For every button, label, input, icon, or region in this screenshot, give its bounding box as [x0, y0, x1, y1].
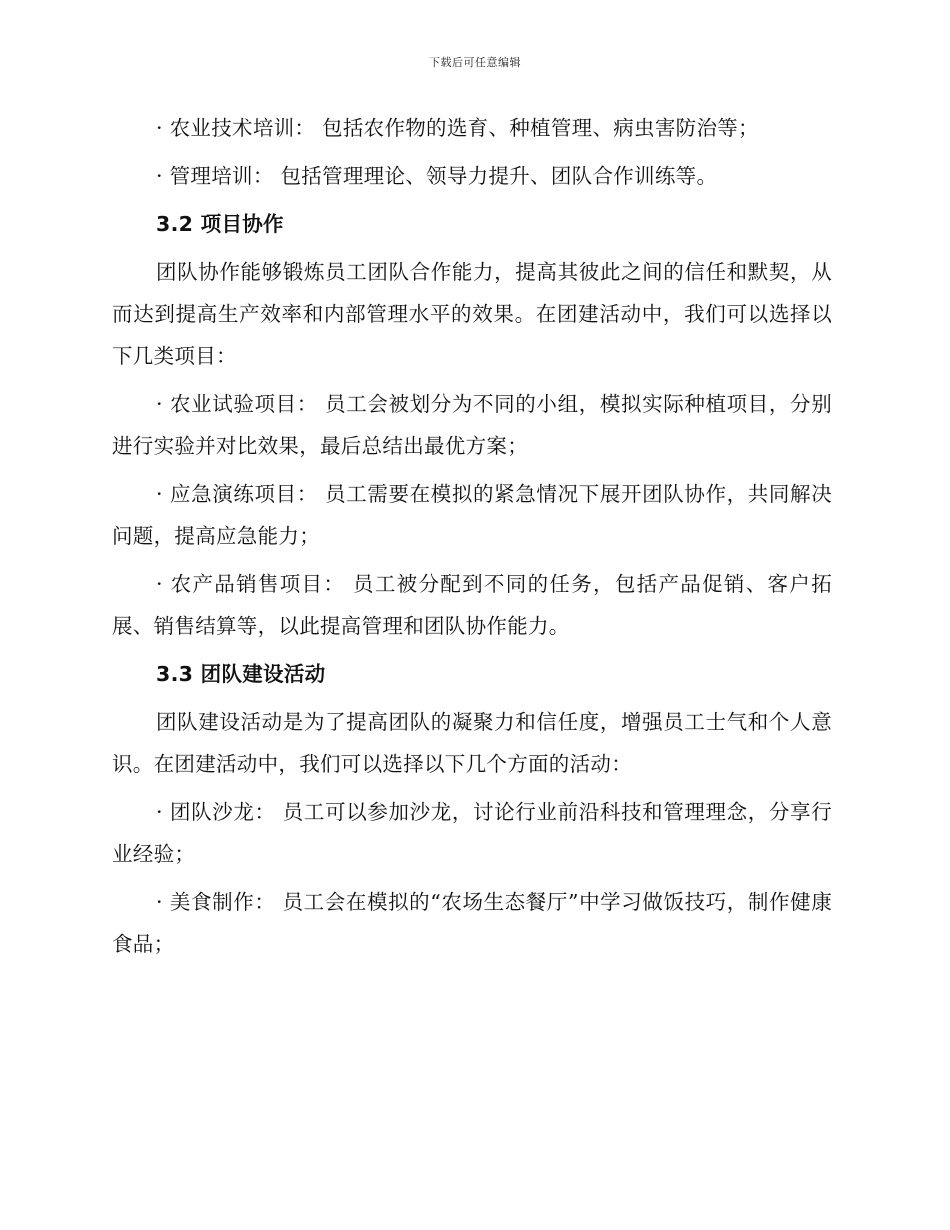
paragraph-product-sales: · 农产品销售项目： 员工被分配到不同的任务，包括产品促销、客户拓展、销售结算等，以此提高管理和团队协作能力。 [112, 572, 832, 638]
document-body [112, 107, 832, 971]
paragraph-agri-training: · 农业技术培训： 包括农作物的选育、种植管理、病虫害防治等； [156, 116, 759, 140]
section-heading-3-2: 3.2 项目协作 [156, 212, 284, 236]
paragraph-team-salon: · 团队沙龙： 员工可以参加沙龙，讨论行业前沿科技和管理理念，分享行业经验； [112, 800, 832, 866]
paragraph-management-training: · 管理培训： 包括管理理论、领导力提升、团队合作训练等。 [156, 164, 718, 188]
paragraph-collaboration-intro: 团队协作能够锻炼员工团队合作能力，提高其彼此之间的信任和默契，从而达到提高生产效率和内部管理水平的效果。在团建活动中，我们可以选择以下几类项目： [112, 260, 832, 368]
paragraph-team-building-intro: 团队建设活动是为了提高团队的凝聚力和信任度，增强员工士气和个人意识。在团建活动中，我们可以选择以下几个方面的活动： [112, 710, 832, 776]
section-heading-3-3: 3.3 团队建设活动 [156, 662, 326, 686]
paragraph-emergency-drill: · 应急演练项目： 员工需要在模拟的紧急情况下展开团队协作，共同解决问题，提高应急能力； [112, 482, 832, 548]
paragraph-cooking: · 美食制作： 员工会在模拟的“农场生态餐厅”中学习做饭技巧，制作健康食品； [112, 890, 832, 956]
paragraph-agri-experiment: · 农业试验项目： 员工会被划分为不同的小组，模拟实际种植项目，分别进行实验并对比效果，最后总结出最优方案； [112, 392, 832, 458]
page-header-note: 下载后可任意编辑 [429, 56, 521, 69]
